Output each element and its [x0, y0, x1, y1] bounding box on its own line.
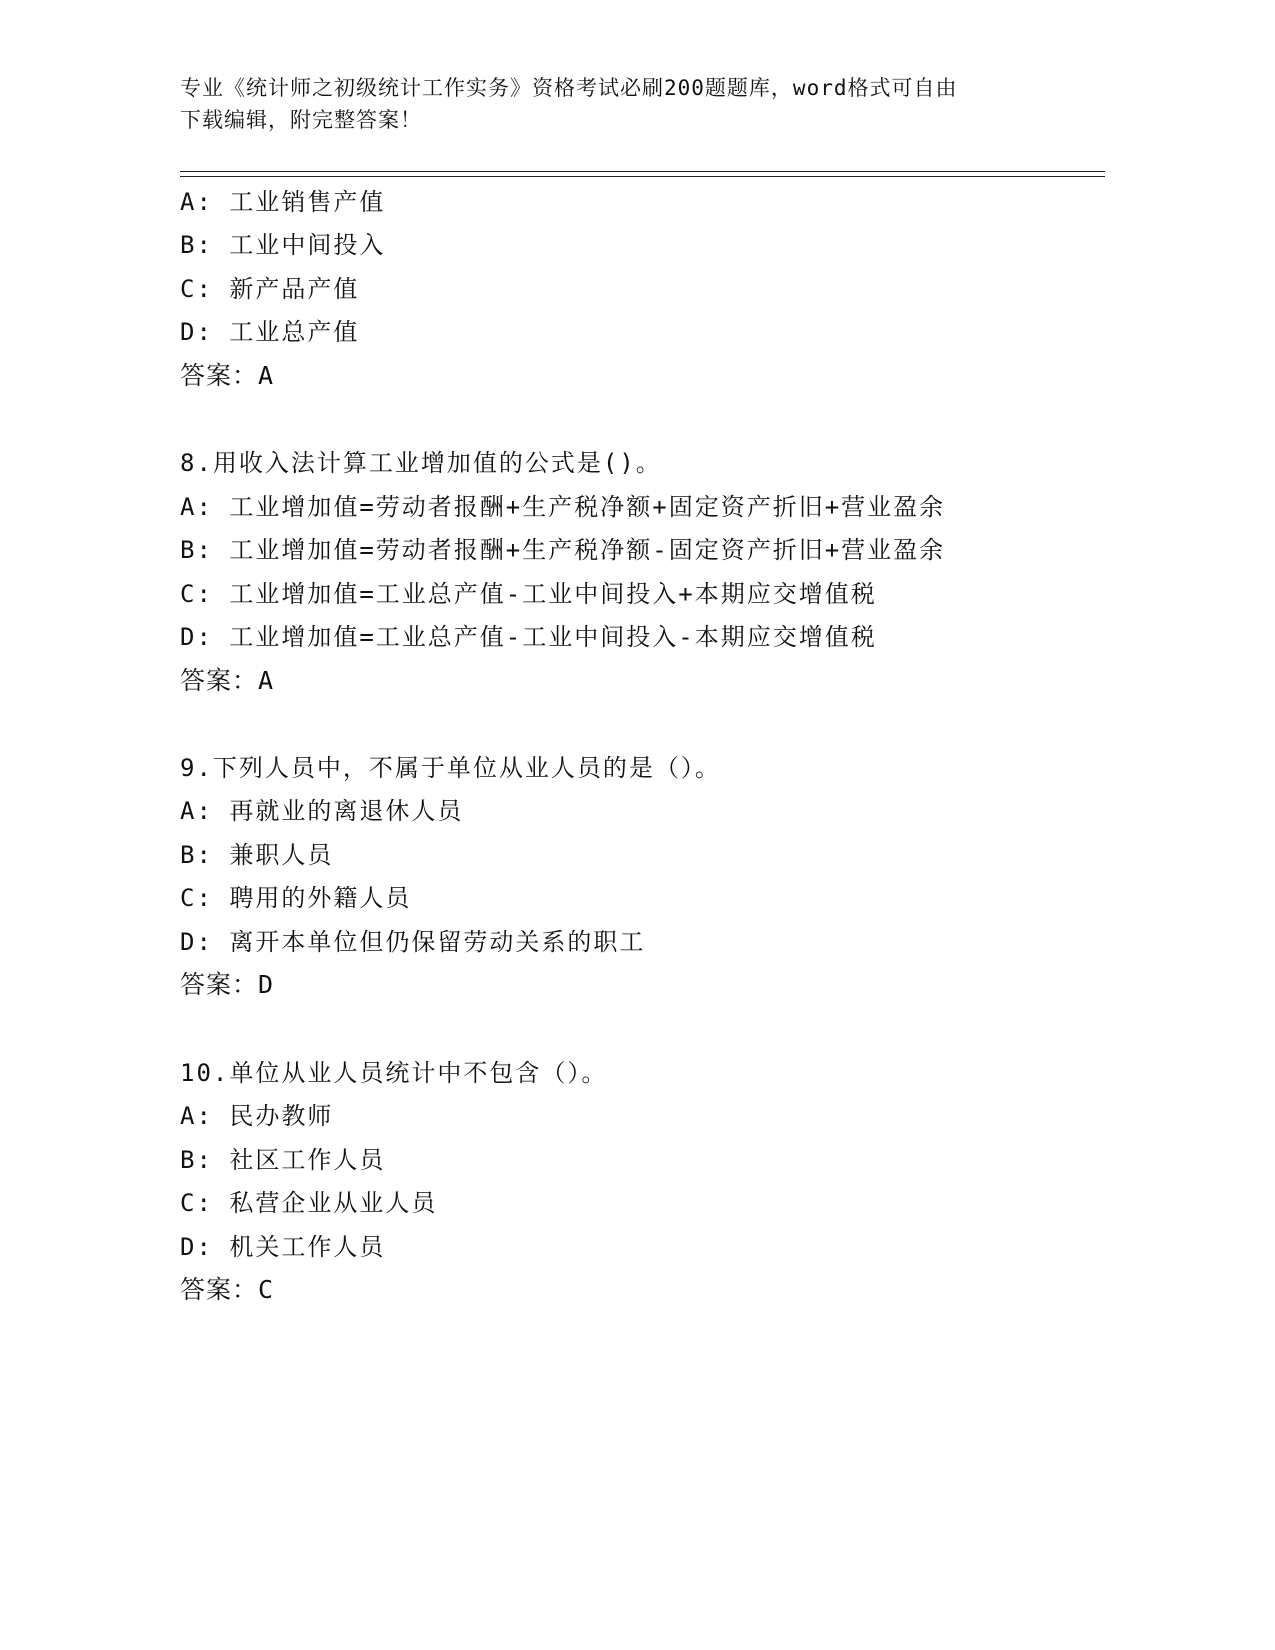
answer-label: 答案： — [180, 970, 259, 999]
header-line-2: 下载编辑，附完整答案！ — [180, 108, 422, 132]
document-header — [180, 72, 1080, 136]
q10-question: 10.单位从业人员统计中不包含（）。 — [180, 1059, 608, 1087]
q9-option-c: C: 聘用的外籍人员 — [180, 884, 412, 912]
q8-option-c: C: 工业增加值=工业总产值-工业中间投入+本期应交增值税 — [180, 580, 877, 608]
q10-option-b: B: 社区工作人员 — [180, 1146, 386, 1174]
answer-label: 答案： — [180, 666, 259, 695]
q9-option-b: B: 兼职人员 — [180, 841, 334, 869]
q8-option-a: A: 工业增加值=劳动者报酬+生产税净额+固定资产折旧+营业盈余 — [180, 493, 946, 521]
q8-option-d: D: 工业增加值=工业总产值-工业中间投入-本期应交增值税 — [180, 623, 877, 651]
answer-label: 答案： — [180, 361, 259, 390]
answer-value: C — [258, 1275, 275, 1304]
answer-value: A — [258, 666, 275, 695]
answer-value: D — [258, 970, 275, 999]
header-divider-top — [180, 171, 1105, 172]
q10-answer — [180, 1274, 274, 1306]
answer-label: 答案： — [180, 1275, 259, 1304]
q10-option-d: D: 机关工作人员 — [180, 1233, 386, 1261]
q9-option-d: D: 离开本单位但仍保留劳动关系的职工 — [180, 928, 646, 956]
q8-answer — [180, 665, 274, 697]
q9-answer — [180, 969, 274, 1001]
q8-question: 8.用收入法计算工业增加值的公式是()。 — [180, 449, 662, 477]
q10-option-a: A: 民办教师 — [180, 1102, 334, 1130]
q7-option-d: D: 工业总产值 — [180, 318, 360, 346]
q9-option-a: A: 再就业的离退休人员 — [180, 797, 464, 825]
q7-option-a: A: 工业销售产值 — [180, 188, 386, 216]
q8-option-b: B: 工业增加值=劳动者报酬+生产税净额-固定资产折旧+营业盈余 — [180, 536, 946, 564]
q7-option-b: B: 工业中间投入 — [180, 231, 386, 259]
q10-option-c: C: 私营企业从业人员 — [180, 1189, 438, 1217]
q9-question: 9.下列人员中，不属于单位从业人员的是（）。 — [180, 754, 721, 782]
q7-answer — [180, 360, 274, 392]
answer-value: A — [258, 361, 275, 390]
header-line-1: 专业《统计师之初级统计工作实务》资格考试必刷200题题库，word格式可自由 — [180, 76, 958, 100]
header-divider-bottom — [180, 176, 1105, 177]
q7-option-c: C: 新产品产值 — [180, 275, 360, 303]
